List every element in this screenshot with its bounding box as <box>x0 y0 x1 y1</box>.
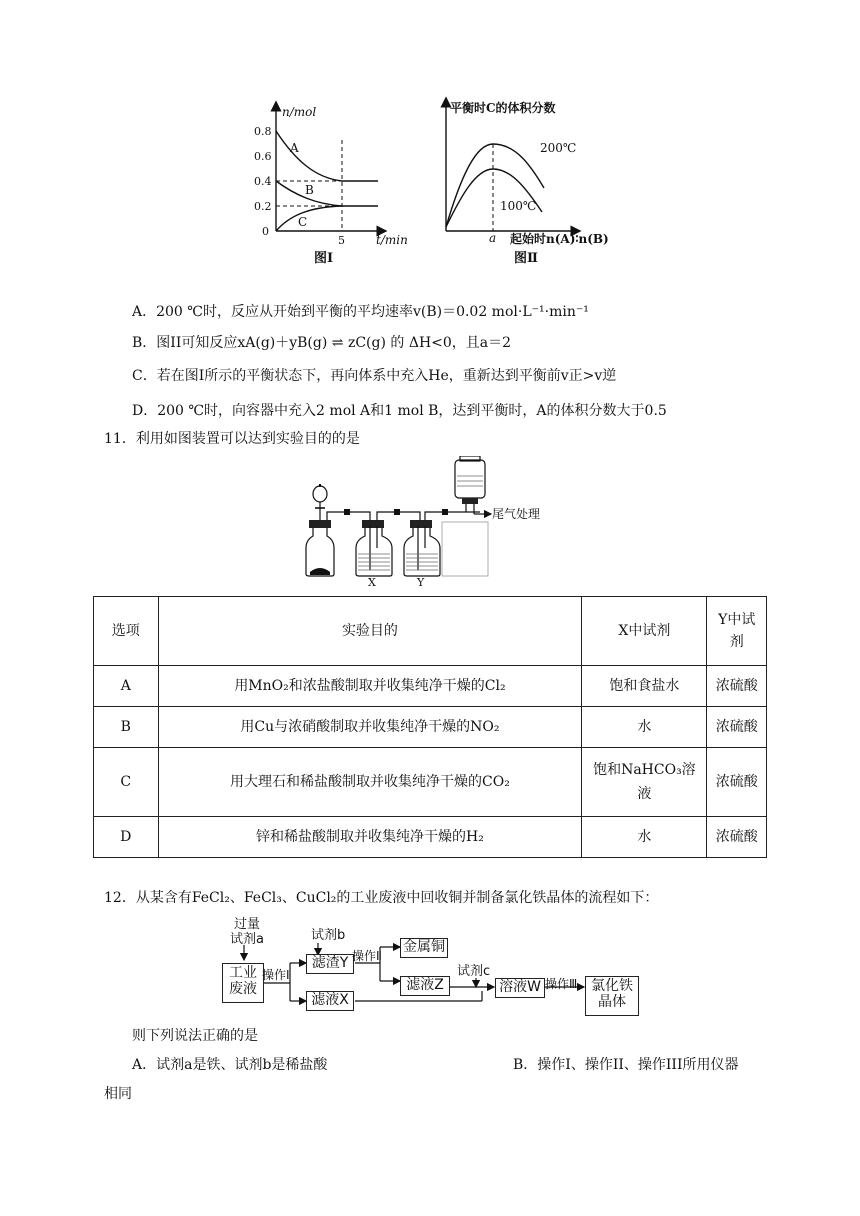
op3-label: 操作Ⅲ <box>545 977 578 991</box>
table-cell: 锌和稀盐酸制取并收集纯净干燥的H₂ <box>158 817 582 858</box>
figure-caption: 图Ⅰ <box>314 251 334 266</box>
box-residue-y: 滤渣Y <box>306 954 354 974</box>
q11-stem: 11．利用如图装置可以达到实验目的的是 <box>104 431 360 447</box>
apparatus-diagram <box>300 456 560 588</box>
reagent-a-label: 过量试剂a <box>230 917 264 947</box>
box-copper: 金属铜 <box>400 938 448 958</box>
table-cell: 浓硫酸 <box>707 817 767 858</box>
table-row <box>94 707 767 748</box>
table-cell: 用MnO₂和浓盐酸制取并收集纯净干燥的Cl₂ <box>158 666 582 707</box>
label-100c: 100℃ <box>500 199 537 213</box>
table-row <box>94 817 767 858</box>
box-industrial-waste: 工业废液 <box>222 963 264 1003</box>
y-tick: 0.6 <box>254 150 272 163</box>
table-cell: 饱和食盐水 <box>582 666 707 707</box>
table-cell: C <box>94 748 159 817</box>
table-header: Y中试剂 <box>707 597 767 666</box>
reagent-b-label: 试剂b <box>311 928 346 943</box>
q12-option-a: A．试剂a是铁、试剂b是稀盐酸 <box>132 1057 328 1073</box>
label-a: A <box>290 141 299 155</box>
y-axis-label: n/mol <box>282 105 317 119</box>
op2-label: 操作Ⅱ <box>352 949 382 963</box>
x-tick: a <box>489 231 497 245</box>
y-tick: 0.8 <box>254 125 272 138</box>
table-header: 实验目的 <box>158 597 582 666</box>
table-cell: 水 <box>582 707 707 748</box>
y-tick: 0.4 <box>254 175 272 188</box>
curve-200c <box>446 144 544 227</box>
y-tick: 0.2 <box>254 200 272 213</box>
q12-prompt: 则下列说法正确的是 <box>132 1028 258 1044</box>
table-cell: B <box>94 707 159 748</box>
label-c: C <box>298 215 308 229</box>
label-200c: 200℃ <box>540 141 577 155</box>
box-filtrate-x: 滤液X <box>306 991 354 1011</box>
table-cell: 饱和NaHCO₃溶液 <box>582 748 707 817</box>
table-cell: D <box>94 817 159 858</box>
table-cell: 用Cu与浓硝酸制取并收集纯净干燥的NO₂ <box>158 707 582 748</box>
figure-2-graph <box>436 96 616 270</box>
table-cell: 水 <box>582 817 707 858</box>
q10-option-a: A．200 ℃时，反应从开始到平衡的平均速率v(B)＝0.02 mol·L⁻¹·min⁻¹ <box>132 304 589 320</box>
box-solution-w: 溶液W <box>495 978 545 998</box>
curve-c <box>276 206 342 231</box>
q10-option-c: C．若在图I所示的平衡状态下，再向体系中充入He，重新达到平衡前v正>v逆 <box>132 368 617 384</box>
curve-a <box>276 131 378 181</box>
box-product: 氯化铁晶体 <box>585 976 639 1016</box>
table-cell: 浓硫酸 <box>707 748 767 817</box>
x-axis-label: 起始时n(A)∶n(B) <box>510 232 609 246</box>
label-x: X <box>368 576 376 588</box>
table-cell: A <box>94 666 159 707</box>
curve-100c <box>446 169 542 227</box>
table-cell: 浓硫酸 <box>707 707 767 748</box>
q10-option-b: B．图II可知反应xA(g)＋yB(g) ⇌ zC(g) 的 ΔH<0，且a＝2 <box>132 335 512 351</box>
figure-1-graph <box>250 100 420 270</box>
table-cell: 用大理石和稀盐酸制取并收集纯净干燥的CO₂ <box>158 748 582 817</box>
q12-option-b-continued: 相同 <box>104 1086 132 1102</box>
curve-b <box>276 181 378 206</box>
table-row <box>94 748 767 817</box>
table-row <box>94 666 767 707</box>
box-filtrate-z: 滤液Z <box>400 976 450 996</box>
y-axis-label: 平衡时C的体积分数 <box>450 101 556 115</box>
table-header: 选项 <box>94 597 159 666</box>
q12-stem: 12．从某含有FeCl₂、FeCl₃、CuCl₂的工业废液中回收铜并制备氯化铁晶体的流程如下： <box>104 890 659 906</box>
exhaust-label: 尾气处理 <box>492 507 541 521</box>
label-y: Y <box>417 576 425 588</box>
reagent-c-label: 试剂c <box>457 964 491 979</box>
op1-label: 操作Ⅰ <box>262 968 290 982</box>
q12-option-b: B．操作I、操作II、操作III所用仪器 <box>513 1057 739 1073</box>
q10-option-d: D．200 ℃时，向容器中充入2 mol A和1 mol B，达到平衡时，A的体积分数大于0.5 <box>132 403 667 419</box>
table-header: X中试剂 <box>582 597 707 666</box>
table-cell: 浓硫酸 <box>707 666 767 707</box>
x-axis-label: t/min <box>376 233 408 247</box>
q11-options-table <box>93 596 767 858</box>
y-tick: 0 <box>262 225 269 238</box>
label-b: B <box>305 183 314 197</box>
figure-caption: 图Ⅱ <box>514 251 538 266</box>
x-tick: 5 <box>338 234 345 247</box>
